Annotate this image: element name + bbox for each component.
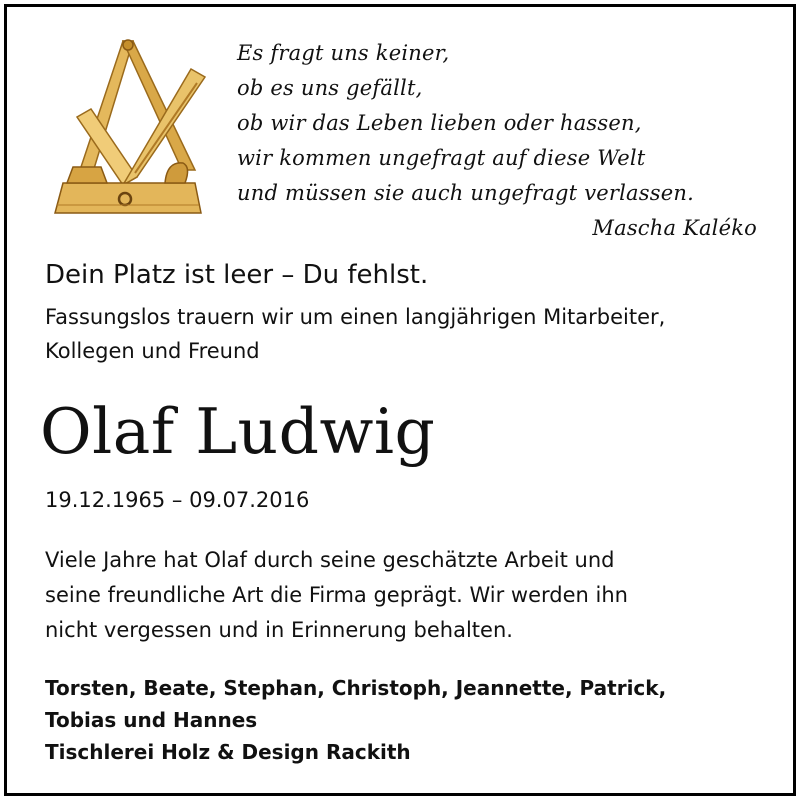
signers-line: Torsten, Beate, Stephan, Christoph, Jeannette, Patrick, — [45, 676, 667, 700]
poem-author: Mascha Kaléko — [592, 216, 757, 240]
tribute-line: seine freundliche Art die Firma geprägt. Wir werden ihn — [45, 583, 628, 607]
signers-company: Tischlerei Holz & Design Rackith — [45, 740, 411, 764]
carpenter-guild-emblem-icon — [45, 35, 215, 220]
plane-handle — [165, 163, 188, 183]
poem-line: wir kommen ungefragt auf diese Welt — [237, 146, 646, 170]
plane-base — [55, 183, 201, 213]
signers-line: Tobias und Hannes — [45, 708, 258, 732]
plane-top — [67, 167, 107, 183]
poem-line: ob es uns gefällt, — [237, 76, 423, 100]
deceased-name: Olaf Ludwig — [40, 395, 436, 468]
tribute-line: nicht vergessen und in Erinnerung behalten. — [45, 618, 513, 642]
poem-line: Es fragt uns keiner, — [237, 41, 450, 65]
poem-line: und müssen sie auch ungefragt verlassen. — [237, 181, 694, 205]
tribute-text — [45, 543, 765, 648]
life-dates: 19.12.1965 – 09.07.2016 — [45, 488, 310, 512]
poem-quote — [237, 36, 757, 246]
poem-line: ob wir das Leben lieben oder hassen, — [237, 111, 642, 135]
headline: Dein Platz ist leer – Du fehlst. — [45, 260, 429, 290]
tribute-line: Viele Jahre hat Olaf durch seine geschätzte Arbeit und — [45, 548, 615, 572]
subline — [45, 300, 765, 368]
subline-line: Fassungslos trauern wir um einen langjährigen Mitarbeiter, — [45, 305, 666, 329]
compass-hinge — [123, 40, 133, 50]
signers — [45, 672, 765, 768]
subline-line: Kollegen und Freund — [45, 339, 260, 363]
